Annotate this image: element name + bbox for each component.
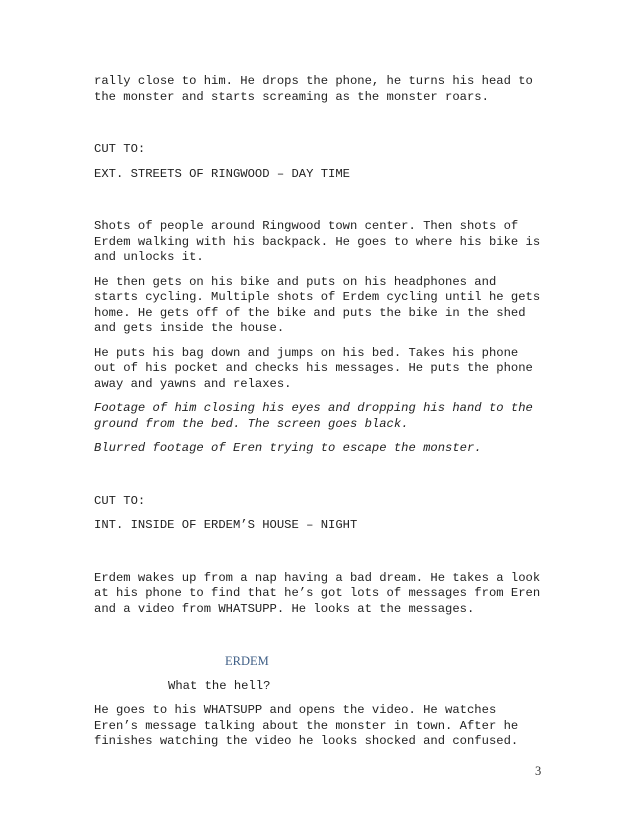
- action-paragraph: rally close to him. He drops the phone, he turns his head to the monster and starts screaming as the monster roars.: [94, 74, 541, 104]
- action-paragraph: He then gets on his bike and puts on his headphones and starts cycling. Multiple shots of Erdem cycling until he gets home. He gets off of the bike and puts the bike in the shed and gets inside the house.: [94, 274, 548, 335]
- action-paragraph: Shots of people around Ringwood town center. Then shots of Erdem walking with his backpack. He goes to where his bike is and unlocks it.: [94, 219, 548, 264]
- transition-cut-to: CUT TO:: [94, 493, 146, 508]
- action-paragraph: He goes to his WHATSUPP and opens the video. He watches Eren’s message talking about the monster in town. After he finishes watching the video he looks shocked and confused.: [94, 703, 526, 748]
- script-content: [94, 74, 546, 750]
- scene-heading: INT. INSIDE OF ERDEM’S HOUSE – NIGHT: [94, 518, 358, 532]
- action-paragraph-italic: Footage of him closing his eyes and dropping his hand to the ground from the bed. The screen goes black.: [94, 401, 541, 431]
- action-paragraph-italic: Blurred footage of Eren trying to escape the monster.: [94, 441, 482, 455]
- scene-heading: EXT. STREETS OF RINGWOOD – DAY TIME: [94, 166, 350, 181]
- page-number: 3: [535, 764, 542, 778]
- action-paragraph: He puts his bag down and jumps on his bed. Takes his phone out of his pocket and checks his messages. He puts the phone away and yawns and relaxes.: [94, 345, 541, 391]
- dialogue-line: What the hell?: [168, 678, 271, 693]
- action-paragraph: Erdem wakes up from a nap having a bad dream. He takes a look at his phone to find that he’s got lots of messages from Eren and a video from WHATSUPP. He looks at the messages.: [94, 570, 548, 616]
- character-name: ERDEM: [225, 654, 269, 668]
- transition-cut-to: CUT TO:: [94, 142, 146, 156]
